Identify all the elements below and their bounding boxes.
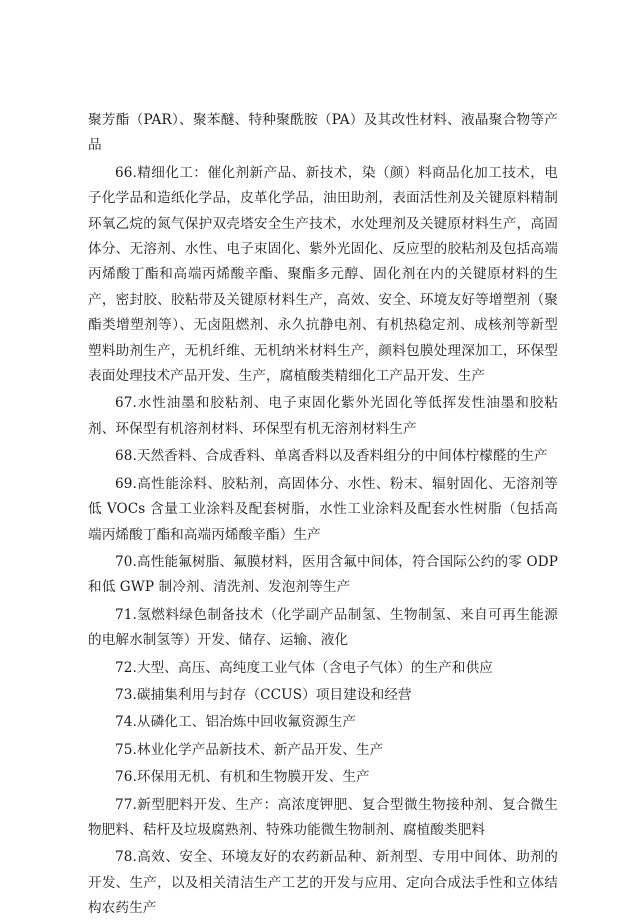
paragraph-item-78: 78.高效、安全、环境友好的农药新品种、新剂型、专用中间体、助剂的开发、生产，以及相关清洁生产工艺的开发与应用、定向合成法手性和立体结构农药生产 bbox=[88, 849, 558, 917]
paragraph-item-68: 68.天然香料、合成香料、单离香料以及香料组分的中间体柠檬醛的生产 bbox=[115, 448, 548, 465]
paragraph-item-71: 71.氢燃料绿色制备技术（化学副产品制氢、生物制氢、来自可再生能源的电解水制氢等）开发、储存、运输、液化 bbox=[88, 606, 558, 649]
paragraph-continuation: 聚芳酯（PAR）、聚苯醚、特种聚酰胺（PA）及其改性材料、液晶聚合物等产品 bbox=[88, 112, 558, 154]
paragraph-item-75: 75.林业化学产品新技术、新产品开发、生产 bbox=[115, 741, 384, 758]
paragraph-item-72: 72.大型、高压、高纯度工业气体（含电子气体）的生产和供应 bbox=[115, 659, 493, 676]
paragraph-item-66: 66.精细化工：催化剂新产品、新技术，染（颜）料商品化加工技术，电子化学品和造纸化学品，皮革化学品，油田助剂，表面活性剂及关键原料精制环氧乙烷的氮气保护双壳塔安全生产技术，水处理剂及关键原材料生产，高固体分、无溶剂、水性、电子束固化、紫外光固化、反应型的胶粘剂及包括高端丙烯酸丁酯和高端丙烯酸辛酯、聚酯多元醇、固化剂在内的关键原材料的生产，密封胶、胶粘带及关键原材料生产，高效、安全、环境友好等增塑剂（聚酯类增塑剂等）、无卤阻燃剂、永久抗静电剂、有机热稳定剂、成核剂等新型塑料助剂生产，无机纤维、无机纳米材料生产，颜料包膜处理深加工，环保型表面处理技术产品开发、生产，腐植酸类精细化工产品开发、生产 bbox=[88, 164, 558, 385]
paragraph-item-69: 69.高性能涂料、胶粘剂，高固体分、水性、粉末、辐射固化、无溶剂等低 VOCs 含量工业涂料及配套树脂，水性工业涂料及配套水性树脂（包括高端丙烯酸丁酯和高端丙烯酸辛酯）生产 bbox=[88, 475, 558, 543]
paragraph-item-67: 67.水性油墨和胶粘剂、电子束固化紫外光固化等低挥发性油墨和胶粘剂、环保型有机溶剂材料、环保型有机无溶剂材料生产 bbox=[88, 395, 558, 437]
paragraph-item-70: 70.高性能氟树脂、氟膜材料，医用含氟中间体，符合国际公约的零 ODP 和低 GWP 制冷剂、清洗剂、发泡剂等生产 bbox=[88, 553, 558, 596]
paragraph-item-73: 73.碳捕集利用与封存（CCUS）项目建设和经营 bbox=[115, 686, 412, 703]
document-body bbox=[88, 108, 558, 924]
paragraph-item-74: 74.从磷化工、铝冶炼中回收氟资源生产 bbox=[115, 714, 357, 731]
paragraph-item-76: 76.环保用无机、有机和生物膜开发、生产 bbox=[115, 769, 370, 786]
paragraph-item-77: 77.新型肥料开发、生产：高浓度钾肥、复合型微生物接种剂、复合微生物肥料、秸杆及垃圾腐熟剂、特殊功能微生物制剂、腐植酸类肥料 bbox=[88, 796, 558, 838]
